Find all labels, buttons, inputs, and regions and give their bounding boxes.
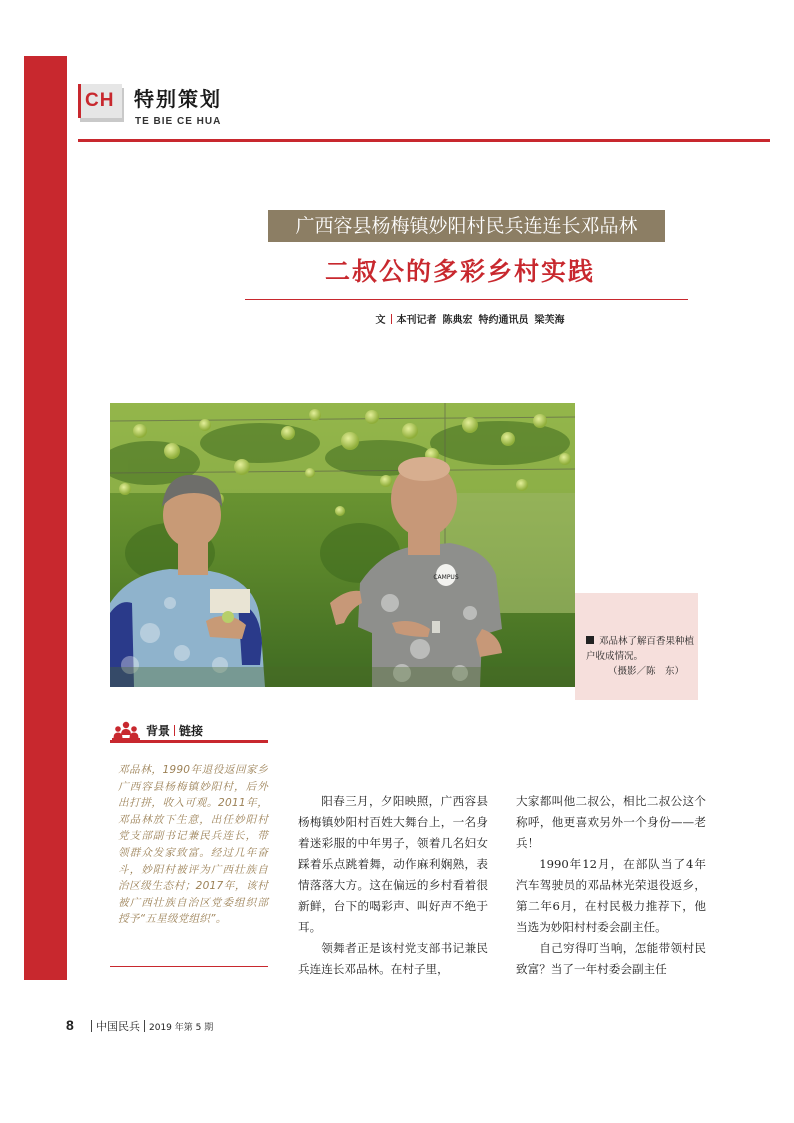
byline-wen: 文: [375, 315, 386, 326]
shirt-logo-text: CAMPUS: [433, 574, 459, 581]
caption-square-icon: [586, 636, 594, 644]
background-link-bottom-rule: [110, 966, 268, 967]
page-number: 8: [66, 1017, 74, 1033]
left-accent-bar: [24, 56, 67, 980]
body-paragraph: 阳春三月，夕阳映照，广西容县杨梅镇妙阳村百姓大舞台上，一名身着迷彩服的中年男子，领着几名妇女踩着乐点跳着舞，动作麻利娴熟，表情落落大方。这在偏远的乡村看着很新鲜，台下的喝彩声、叫好声不绝于耳。: [298, 794, 488, 934]
photo-credit: （摄影／陈 东）: [608, 666, 685, 677]
photo-caption: [586, 634, 694, 679]
background-link-rule: [110, 740, 268, 743]
issue-label: 2019 年第 5 期: [149, 1023, 214, 1033]
background-link-text: 邓品林，1990年退役返回家乡广西容县杨梅镇妙阳村，后外出打拼，收入可观。2011年，邓品林放下生意，出任妙阳村党支部副书记兼民兵连长，带领群众发家致富。经过几年奋斗，妙阳村被评为广西壮族自治区级生态村；2017年，该村被广西壮族自治区党委组织部授予“五星级党组织”。: [118, 764, 268, 926]
section-pinyin: TE BIE CE HUA: [135, 116, 222, 127]
byline-reporter-title: 本刊记者: [396, 315, 437, 326]
section-logo: [78, 84, 124, 122]
byline-correspondent-title: 特约通讯员: [478, 315, 529, 326]
section-logo-text: CH: [85, 90, 115, 111]
byline-correspondent-name: 梁芙海: [534, 315, 565, 326]
byline: [300, 311, 640, 326]
byline-reporter-name: 陈典宏: [442, 315, 473, 326]
background-label: 背景: [146, 724, 171, 738]
body-paragraph: 1990年12月，在部队当了4年汽车驾驶员的邓品林光荣退役返乡，第二年6月，在村民极力推荐下，他当选为妙阳村村委会副主任。: [516, 857, 706, 934]
body-paragraph: 自己穷得叮当响，怎能带领村民致富？当了一年村委会副主任: [516, 941, 706, 976]
background-link-header: [110, 720, 268, 742]
headline-rule: [245, 299, 688, 300]
body-paragraph: 领舞者正是该村党支部书记兼民兵连连长邓品林。在村子里，: [298, 941, 488, 976]
header-rule: [78, 139, 770, 142]
footer-magazine: [87, 1018, 213, 1034]
body-column-1: [298, 791, 488, 980]
section-title: 特别策划: [134, 87, 222, 111]
article-photo: [110, 403, 575, 687]
magazine-name: 中国民兵: [96, 1020, 140, 1033]
article-kicker: 广西容县杨梅镇妙阳村民兵连连长邓品林: [268, 210, 665, 242]
body-column-2: [516, 791, 706, 980]
link-label: 链接: [179, 724, 204, 738]
caption-text: 邓品林了解百香果种植户收成情况。: [586, 636, 695, 662]
people-group-icon: [112, 721, 140, 741]
body-paragraph-continued: 大家都叫他二叔公，相比二叔公这个称呼，他更喜欢另外一个身份——老兵！: [516, 794, 706, 850]
article-headline: 二叔公的多彩乡村实践: [324, 257, 595, 286]
